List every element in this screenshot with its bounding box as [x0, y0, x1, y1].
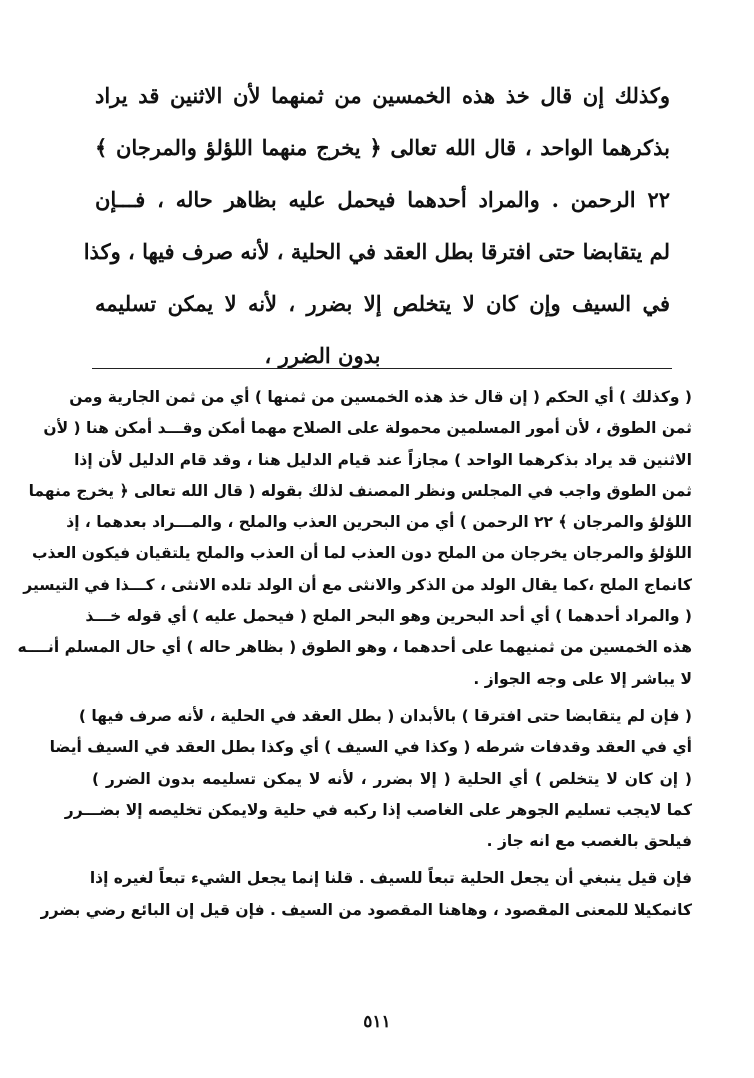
- commentary-line: ثمن الطوق ، لأن أمور المسلمين محمولة على الصلاح مهما أمكن وقـــد أمكن هنا ( لأن: [43, 419, 692, 438]
- commentary-line: أي في العقد وقدفات شرطه ( وكذا في السيف ) أي وكذا بطل العقد في السيف أيضا: [49, 738, 692, 757]
- commentary-line: فيلحق بالغصب مع انه جاز .: [486, 832, 692, 851]
- commentary-line: ( والمراد أحدهما ) أي أحد البحرين وهو البحر الملح ( فيحمل عليه ) أي قوله خـــذ: [85, 607, 692, 626]
- commentary-text: [17, 382, 692, 926]
- commentary-line: الاثنين قد يراد بذكرهما الواحد ) مجازاً عند قيام الدليل هنا ، وقد قام الدليل لأن إذا: [74, 450, 692, 469]
- main-text-line: ٢٢ الرحمن . والمراد أحدهما فيحمل عليه بظاهر حاله ، فـــإن: [95, 187, 670, 212]
- commentary-line: هذه الخمسين من ثمنيهما على أحدهما ، وهو الطوق ( بظاهر حاله ) أي حال المسلم أنــــه: [17, 638, 692, 657]
- commentary-line: اللؤلؤ والمرجان ﴾ ٢٢ الرحمن ) أي من البحرين العذب والملح ، والمـــراد بعدهما ، إذ: [66, 513, 692, 532]
- main-text-line: لم يتقابضا حتى افترقا بطل العقد في الحلية ، لأنه صرف فيها ، وكذا: [83, 239, 670, 264]
- main-text-line: في السيف وإن كان لا يتخلص إلا بضرر ، لأنه لا يمكن تسليمه: [95, 291, 670, 316]
- main-text-line: بذكرهما الواحد ، قال الله تعالى ﴿ يخرج منهما اللؤلؤ والمرجان ﴾: [95, 135, 670, 160]
- page-number: ٥١١: [363, 1012, 391, 1032]
- commentary-line: فإن قيل ينبغي أن يجعل الحلية تبعاً للسيف . قلنا إنما يجعل الشيء تبعاً لغيره إذا: [89, 869, 692, 888]
- separator-rule: [92, 368, 672, 369]
- commentary-line: ثمن الطوق واجب في المجلس ونظر المصنف لذلك بقوله ( قال الله تعالى ﴿ يخرج منهما: [28, 481, 692, 500]
- main-text-line: بدون الضرر ،: [264, 343, 381, 368]
- commentary-line: كانماج الملح ،كما يقال الولد من الذكر والانثى مع أن الولد تلده الانثى ، كـــذا في التيسير: [23, 575, 692, 594]
- commentary-line: ( فإن لم يتقابضا حتى افترقا ) بالأبدان ( بطل العقد في الحلية ، لأنه صرف فيها ): [78, 706, 692, 725]
- main-text: [83, 70, 670, 382]
- commentary-line: ( وكذلك ) أي الحكم ( إن قال خذ هذه الخمسين من ثمنها ) أي من ثمن الجارية ومن: [69, 388, 692, 406]
- main-text-line: وكذلك إن قال خذ هذه الخمسين من ثمنهما لأن الاثنين قد يراد: [95, 83, 670, 108]
- commentary-line: كانمكيلا للمعنى المقصود ، وهاهنا المقصود من السيف . فإن قيل إن البائع رضي بضرر: [40, 900, 692, 919]
- commentary-line: اللؤلؤ والمرجان يخرجان من الملح دون العذب لما أن العذب والملح يلتقيان فيكون العذب: [31, 544, 692, 563]
- commentary-line: كما لايجب تسليم الجوهر على الغاصب إذا ركبه في حلية ولايمكن تخليصه إلا بضـــرر: [64, 800, 692, 819]
- commentary-line: لا يباشر إلا على وجه الجواز .: [473, 669, 692, 688]
- commentary-line: ( إن كان لا يتخلص ) أي الحلية ( إلا بضرر ، لأنه لا يمكن تسليمه بدون الضرر ): [92, 769, 692, 788]
